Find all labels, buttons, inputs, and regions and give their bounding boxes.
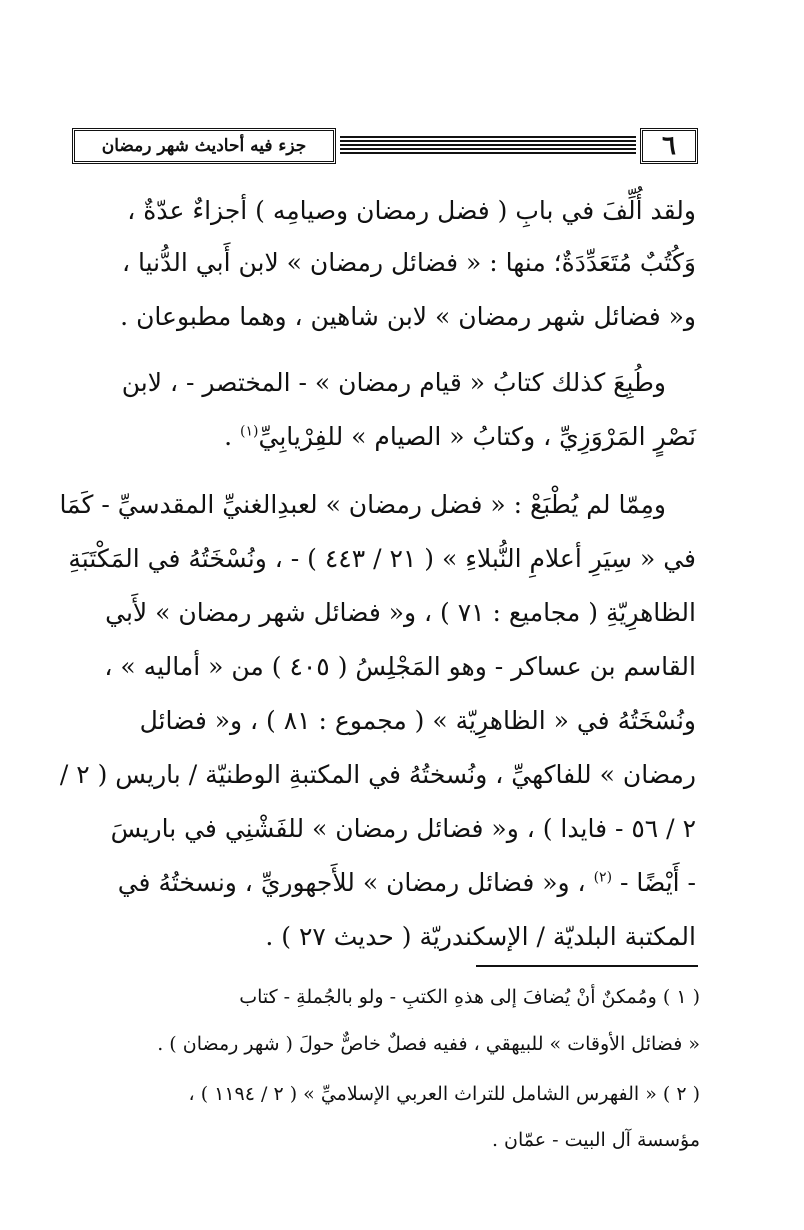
footnote-separator — [476, 965, 698, 967]
paragraph-3-line-8-start: - أَيْضًا - — [620, 868, 696, 897]
paragraph-1-line-1: ولقد أُلِّفَ في بابِ ( فضل رمضان وصيامِه ) أجزاءٌ عدّةٌ ، — [127, 196, 696, 225]
paragraph-3-line-9: المكتبة البلديّة / الإسكندريّة ( حديث ٢٧ ) . — [265, 922, 696, 951]
paragraph-3-line-5: ونُسْخَتُهُ في « الظاهرِيّة » ( مجموع : ٨١ ) ، و« فضائل — [139, 706, 696, 735]
footnote-1-line-2: « فضائل الأوقات » للبيهقي ، ففيه فصلٌ خاصٌّ حولَ ( شهر رمضان ) . — [157, 1033, 700, 1055]
footnote-ref-1[interactable]: (١) — [240, 423, 259, 440]
paragraph-3-line-6: رمضان » للفاكهيِّ ، ونُسختُهُ في المكتبةِ الوطنيّة / باريس ( ٢ / — [59, 760, 696, 789]
paragraph-3-line-7: ٢ / ٥٦ - فايدا ) ، و« فضائل رمضان » للفَشْنِي في باريسَ — [110, 814, 696, 843]
header-rule — [340, 136, 636, 156]
running-header — [72, 128, 698, 166]
paragraph-1-line-3: و« فضائل شهر رمضان » لابن شاهين ، وهما مطبوعان . — [120, 302, 696, 331]
paragraph-1-line-2: وَكُتُبٌ مُتَعَدِّدَةٌ؛ منها : « فضائل رمضان » لابن أَبي الدُّنيا ، — [122, 248, 696, 277]
paragraph-3-line-2: في « سِيَرِ أعلامِ النُّبلاءِ » ( ٢١ / ٤٤٣ ) - ، ونُسْخَتُهُ في المَكْتَبَةِ — [68, 544, 696, 573]
footnote-2-line-2: مؤسسة آل البيت - عمّان . — [491, 1129, 700, 1151]
footnote-2-line-1: ( ٢ ) « الفهرس الشامل للتراث العربي الإسلاميِّ » ( ٢ / ١١٩٤ ) ، — [188, 1083, 700, 1105]
page-number: ٦ — [640, 128, 698, 164]
paragraph-2-line-1: وطُبِعَ كذلك كتابُ « قيام رمضان » - المختصر - ، لابن — [121, 368, 666, 397]
paragraph-2-tail: . — [224, 422, 241, 451]
paragraph-3-line-1: ومِمّا لم يُطْبَعْ : « فضل رمضان » لعبدِالغنيِّ المقدسيِّ - كَمَا — [59, 490, 666, 519]
footnote-1-line-1: ( ١ ) ومُمكنٌ أنْ يُضافَ إلى هذهِ الكتبِ - ولو بالجُملةِ - كتاب — [239, 986, 700, 1008]
paragraph-2-line-2 — [74, 410, 696, 464]
paragraph-3-line-8 — [74, 856, 696, 910]
paragraph-3-line-8-end: ، و« فضائل رمضان » للأَجهوريِّ ، ونسختُهُ في — [117, 868, 586, 897]
paragraph-3-line-4: القاسم بن عساكر - وهو المَجْلِسُ ( ٤٠٥ ) من « أماليه » ، — [104, 652, 696, 681]
header-title: جزء فيه أحاديث شهر رمضان — [72, 128, 336, 164]
paragraph-2-line-2-text: نَصْرٍ المَرْوَزِيِّ ، وكتابُ « الصيام » للفِرْيابِيِّ — [258, 422, 696, 451]
footnote-ref-2[interactable]: (٢) — [593, 869, 613, 886]
paragraph-3-line-3: الظاهرِيّةِ ( مجاميع : ٧١ ) ، و« فضائل شهر رمضان » لأَبي — [105, 598, 696, 627]
